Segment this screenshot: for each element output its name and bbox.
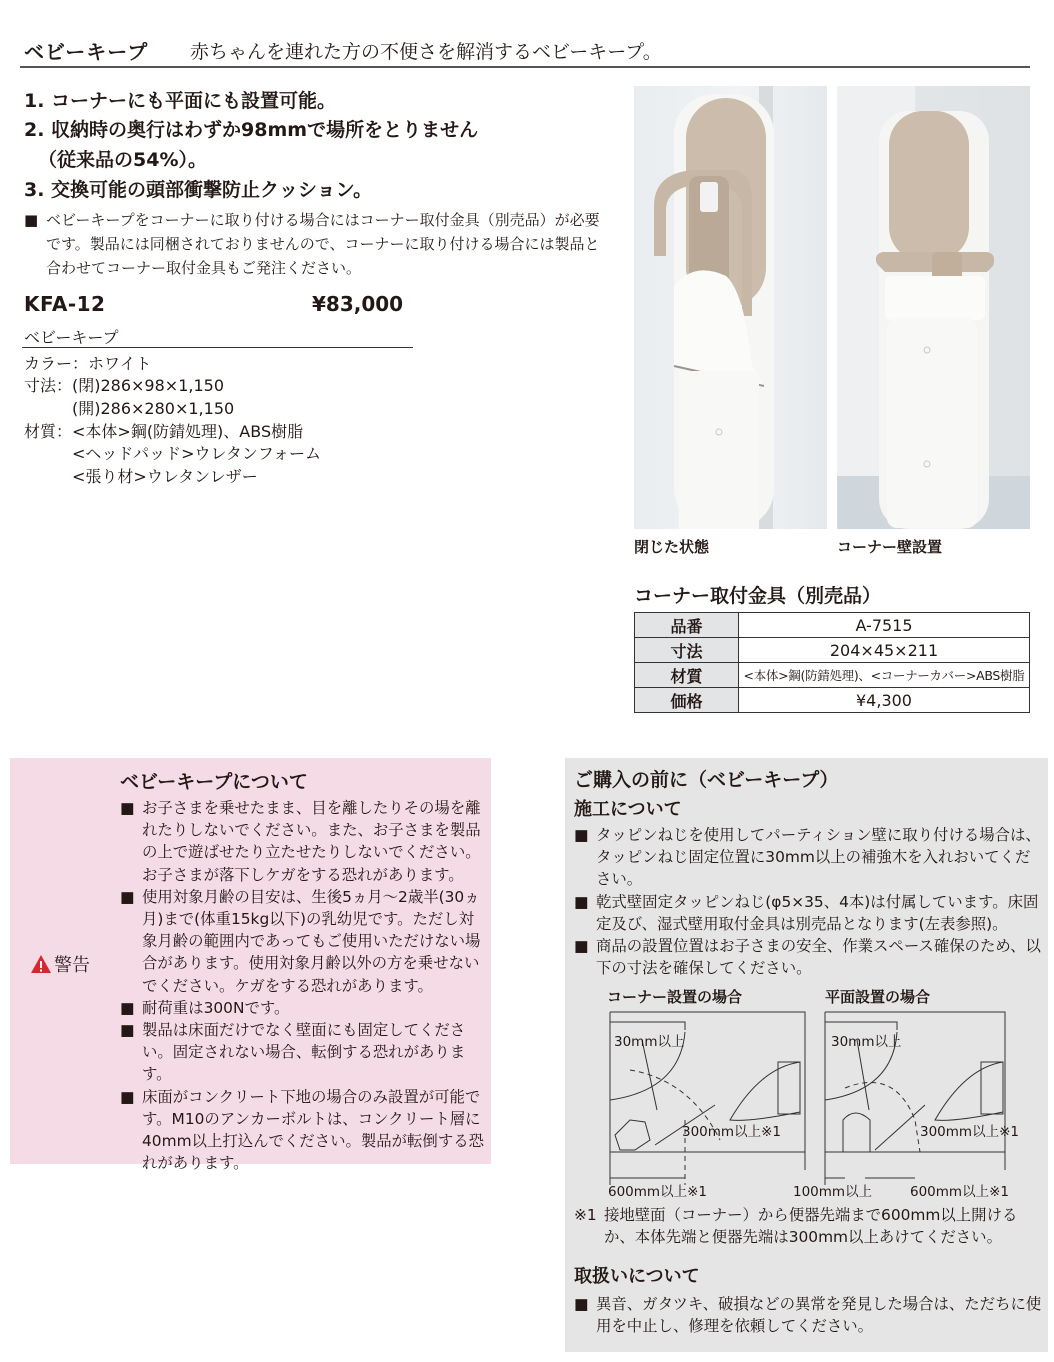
warning-list [120,797,486,1174]
bullet-square-icon: ■ [24,211,39,229]
corner-bracket-note: ■ ベビーキープをコーナーに取り付ける場合にはコーナー取付金具（別売品）が必要です。製品には同梱されておりませんので、コーナーに取り付ける場合には製品と合わせてコーナー取付金具もご発注ください。 [24,208,614,280]
footnote: ※1 接地壁面（コーナー）から便器先端まで600mm以上開けるか、本体先端と便器先端は300mm以上あけてください。 [574,1206,1018,1246]
spec-color: カラー：ホワイト [24,354,152,373]
photo-closed-state [634,86,827,529]
label-clearance: 30mm以上 [614,1034,685,1050]
bullet-square-icon: ■ [574,1295,589,1313]
list-item: ■ 製品は床面だけでなく壁面にも固定してください。固定されない場合、転倒する恐れがあります。 [120,1021,466,1084]
bullet-square-icon: ■ [120,998,135,1017]
list-item: ■ お子さまを乗せたまま、目を離したりその場を離れたりしないでください。また、お子さまを製品の上で遊ばせたり立たせたりしないでください。お子さまが落下しケガをする恐れがあります。 [120,799,481,884]
label-side: 100mm以上 [793,1184,873,1200]
label-front: 300mm以上※1 [682,1124,781,1140]
warning-label: 警告 [30,951,90,977]
diagram-flat-title: 平面設置の場合 [825,988,931,1006]
product-price: ¥83,000 [312,292,404,316]
list-item: ■ 異音、ガタツキ、破損などの異常を発見した場合は、ただちに使用を中止し、修理を依頼してください。 [574,1295,1042,1336]
spec-material-cover: <張り材>ウレタンレザー [24,467,258,486]
diagram-corner-title: コーナー設置の場合 [607,988,743,1006]
label-bottom: 600mm以上※1 [910,1184,1009,1200]
before-purchase-title: ご購入の前に（ベビーキープ） [574,769,839,791]
accessory-title: コーナー取付金具（別売品） [634,585,882,607]
list-item: ■ 乾式壁固定タッピンねじ(φ5×35、4本)は付属しています。床固定及び、湿式壁用取付金具は別売品となります(左表参照)。 [574,892,1039,933]
list-item: ■ 使用対象月齢の目安は、生後5ヵ月〜2歳半(30ヵ月)まで(体重15kg以下)の乳幼児です。ただし対象月齢の範囲内であってもご使用いただけない場合があります。使用対象月齢以外の方を乗せないでください。ケガをする恐れがあります。 [120,887,481,995]
row-key: 材質 [635,663,739,688]
feature-2-cont: （従来品の54%）。 [38,149,207,171]
row-value: 204×45×211 [739,638,1030,663]
row-key: 価格 [635,688,739,713]
page-tagline: 赤ちゃんを連れた方の不便さを解消するベビーキープ。 [190,41,662,63]
table-row [635,613,1030,638]
header-divider [20,66,1030,68]
list-item: ■ 商品の設置位置はお子さまの安全、作業スペース確保のため、以下の寸法を確保してください。 [574,937,1041,978]
label-clearance: 30mm以上 [831,1034,902,1050]
table-row [635,663,1030,688]
list-item: ■ 床面がコンクリート下地の場合のみ設置が可能です。M10のアンカーボルトは、コンクリート層に40mm以上打込んでください。製品が転倒する恐れがあります。 [120,1087,484,1173]
handling-list [574,1293,1044,1337]
spec-material-headpad: <ヘッドパッド>ウレタンフォーム [24,444,322,463]
model-number: KFA-12 [24,292,106,316]
list-item: ■ タッピンねじを使用してパーティション壁に取り付ける場合は、タッピンねじ固定位置に30mm以上の補強木を入れおいてください。 [574,826,1041,889]
feature-3: 3. 交換可能の頭部衝撃防止クッション。 [24,179,373,201]
list-item: ■ 耐荷重は300Nです。 [120,997,486,1019]
construction-title: 施工について [574,799,682,820]
feature-1: 1. コーナーにも平面にも設置可能。 [24,90,337,112]
row-key: 品番 [635,613,739,638]
handling-title: 取扱いについて [574,1266,700,1287]
product-name: ベビーキープ [24,328,119,347]
diagram-flat-install [793,1010,1035,1200]
warning-triangle-icon [30,954,52,974]
caption-closed-state: 閉じた状態 [634,538,710,556]
spec-material-body: 材質：<本体>鋼(防錆処理)、ABS樹脂 [24,422,304,441]
accessory-spec-table [634,612,1030,713]
row-key: 寸法 [635,638,739,663]
page-title: ベビーキープ [24,40,149,64]
bullet-square-icon: ■ [120,799,135,817]
product-divider [22,347,413,348]
row-value: ¥4,300 [739,688,1030,713]
bullet-square-icon: ■ [120,1021,135,1040]
warning-title: ベビーキープについて [120,771,308,793]
label-front: 300mm以上※1 [920,1124,1019,1140]
photo-corner-install [837,86,1030,529]
row-value: A-7515 [739,613,1030,638]
construction-list [574,824,1044,979]
spec-size-closed: 寸法：(閉)286×98×1,150 [24,376,225,395]
label-bottom: 600mm以上※1 [608,1184,707,1200]
diagram-corner-install [600,1010,810,1200]
footnote-mark: ※1 [574,1206,597,1224]
feature-2: 2. 収納時の奥行はわずか98mmで場所をとりません [24,119,479,141]
table-row [635,688,1030,713]
caption-corner-install: コーナー壁設置 [837,538,943,556]
row-value: <本体>鋼(防錆処理)、<コーナーカバー>ABS樹脂 [739,663,1030,688]
bullet-square-icon: ■ [120,1087,135,1106]
bullet-square-icon: ■ [574,937,589,956]
table-row [635,638,1030,663]
bullet-square-icon: ■ [120,887,135,906]
bullet-square-icon: ■ [574,892,589,911]
spec-size-open: (開)286×280×1,150 [24,399,235,418]
bullet-square-icon: ■ [574,826,589,844]
